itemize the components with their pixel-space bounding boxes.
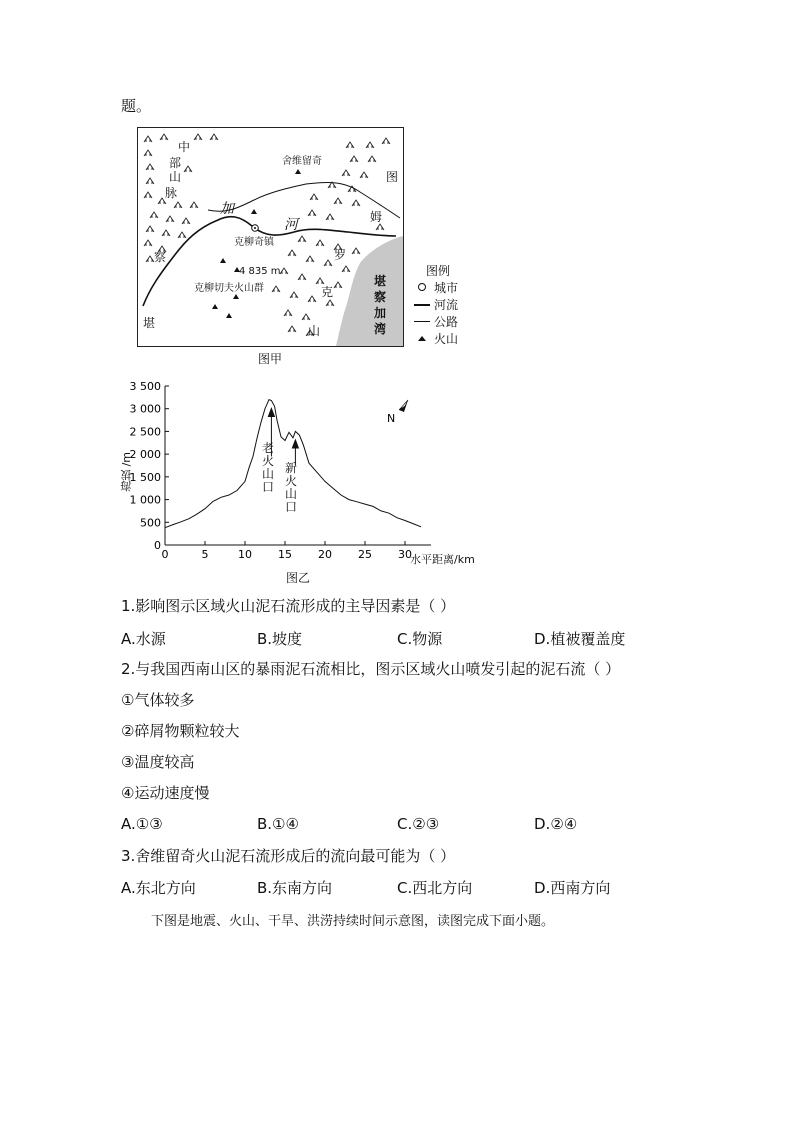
- figure-b-caption: 图乙: [286, 571, 311, 585]
- mountain-symbol: [360, 172, 368, 178]
- y-tick-label: 1 000: [129, 493, 161, 507]
- mountain-symbol: [326, 214, 334, 220]
- mountain-symbol: [368, 156, 376, 162]
- y-tick-label: 500: [140, 516, 161, 530]
- map-label-bu: 部: [169, 156, 182, 170]
- map-legend: [414, 262, 484, 347]
- mountain-symbol: [352, 248, 360, 254]
- map-label-volcano-group: 克柳切夫火山群: [194, 283, 264, 294]
- map-label-luo: 罗: [334, 248, 347, 262]
- map-label-zhong: 中: [178, 140, 191, 154]
- y-tick-label: 3 500: [129, 380, 161, 393]
- mountain-symbol: [334, 282, 342, 288]
- mountain-symbol: [350, 156, 358, 162]
- mountain-symbol: [144, 150, 152, 156]
- figure-b-profile-chart: [110, 378, 490, 563]
- map-label-jia: 加: [220, 201, 234, 217]
- question-3-option-a[interactable]: A.东北方向: [121, 879, 196, 897]
- sea-area: [336, 236, 403, 346]
- map-label-cha: 察: [154, 250, 167, 264]
- mountain-symbol: [288, 250, 296, 256]
- y-tick-label: 3 000: [129, 402, 161, 416]
- y-tick-label: 1 500: [129, 470, 161, 484]
- city-icon: [418, 283, 426, 291]
- x-tick-label: 0: [161, 548, 169, 561]
- mountain-symbol: [210, 134, 218, 140]
- mountain-symbol: [194, 134, 202, 140]
- new-crater-arrowhead: [292, 440, 298, 448]
- map-label-she: 舍维留奇: [282, 156, 322, 167]
- question-1-stem: 1.影响图示区域火山泥石流形成的主导因素是（ ）: [121, 597, 456, 615]
- mountain-symbol: [190, 202, 198, 208]
- north-label: N: [387, 412, 396, 425]
- mountain-symbol: [280, 268, 288, 274]
- lead-in-text: 题。: [121, 97, 152, 115]
- question-2-option-c[interactable]: C.②③: [397, 815, 440, 833]
- x-tick-label: 20: [318, 548, 332, 561]
- map-label-kan: 堪: [143, 316, 156, 330]
- mountain-symbol: [146, 256, 154, 262]
- river-icon: [414, 304, 430, 306]
- map-label-bay-4: 湾: [374, 322, 387, 336]
- question-3-option-b[interactable]: B.东南方向: [257, 879, 333, 897]
- mountain-symbol: [346, 142, 354, 148]
- mountain-symbol: [326, 300, 334, 306]
- question-2-option-d[interactable]: D.②④: [534, 815, 578, 833]
- map-label-tu: 图: [386, 170, 399, 184]
- annotation-new-crater: 新火山口: [285, 461, 298, 514]
- map-label-town: 克柳奇镇: [234, 237, 274, 248]
- mountain-symbol: [178, 232, 186, 238]
- map-label-mu: 姆: [370, 210, 383, 224]
- mountain-symbol: [342, 170, 350, 176]
- chart-ylabel: 海拔 /m: [120, 452, 133, 492]
- legend-volcano-label: 火山: [434, 332, 459, 346]
- mountain-symbol: [324, 260, 332, 266]
- mountain-symbol: [184, 166, 192, 172]
- map-label-ke: 克: [321, 285, 334, 299]
- question-2-statement-3: ③温度较高: [121, 753, 195, 771]
- figure-a-map: [137, 127, 404, 347]
- question-1-option-b[interactable]: B.坡度: [257, 630, 303, 648]
- annotation-old-crater: 老火山口: [262, 441, 275, 494]
- legend-row-city: [414, 279, 484, 296]
- question-2-option-b[interactable]: B.①④: [257, 815, 299, 833]
- mountain-symbol: [308, 210, 316, 216]
- question-3-option-d[interactable]: D.西南方向: [534, 879, 611, 897]
- map-label-shan1: 山: [169, 170, 182, 184]
- mountain-symbol: [284, 310, 292, 316]
- mountain-symbol: [382, 138, 390, 144]
- map-label-mai: 脉: [165, 186, 178, 200]
- mountain-symbol: [334, 198, 342, 204]
- question-2-option-a[interactable]: A.①③: [121, 815, 163, 833]
- map-label-shan2: 山: [308, 324, 321, 338]
- question-2-stem: 2.与我国西南山区的暴雨泥石流相比，图示区域火山喷发引起的泥石流（ ）: [121, 660, 621, 678]
- legend-row-road: [414, 313, 484, 330]
- x-tick-label: 25: [358, 548, 372, 561]
- mountain-symbol: [310, 194, 318, 200]
- question-2-statement-2: ②碎屑物颗粒较大: [121, 722, 240, 740]
- mountain-symbol: [144, 240, 152, 246]
- mountain-symbol: [146, 226, 154, 232]
- figure-a-caption: 图甲: [258, 352, 283, 366]
- question-1-option-a[interactable]: A.水源: [121, 630, 166, 648]
- x-tick-label: 30: [398, 548, 412, 561]
- mountain-symbol: [144, 192, 152, 198]
- question-3-option-c[interactable]: C.西北方向: [397, 879, 473, 897]
- mountain-symbol: [298, 274, 306, 280]
- question-2-statement-1: ①气体较多: [121, 691, 195, 709]
- x-tick-label: 10: [238, 548, 252, 561]
- mountain-symbol: [272, 286, 280, 292]
- map-label-elev: 4 835 m: [239, 266, 281, 277]
- legend-row-river: [414, 296, 484, 313]
- mountain-symbol: [308, 296, 316, 302]
- mountain-symbol: [302, 314, 310, 320]
- x-tick-label: 5: [201, 548, 209, 561]
- mountain-symbol: [352, 200, 360, 206]
- mountain-symbol: [298, 236, 306, 242]
- y-tick-label: 0: [154, 539, 161, 552]
- mountain-symbol: [316, 240, 324, 246]
- mountain-symbol: [182, 218, 190, 224]
- road-icon: [414, 321, 430, 322]
- legend-river-label: 河流: [434, 298, 459, 312]
- mountain-symbol: [162, 230, 170, 236]
- mountain-symbol: [342, 266, 350, 272]
- question-1-option-d[interactable]: D.植被覆盖度: [534, 630, 626, 648]
- x-tick-label: 15: [278, 548, 292, 561]
- mountain-symbol: [166, 216, 174, 222]
- mountain-symbol: [146, 178, 154, 184]
- chart-xlabel: 水平距离/km: [410, 553, 475, 566]
- map-label-he: 河: [284, 217, 298, 233]
- north-arrow: [399, 400, 408, 412]
- question-3-stem: 3.舍维留奇火山泥石流形成后的流向最可能为（ ）: [121, 847, 456, 865]
- mountain-symbol: [144, 136, 152, 142]
- mountain-symbol: [150, 212, 158, 218]
- mountain-symbol: [288, 326, 296, 332]
- chart-axes: [165, 386, 431, 545]
- mountain-symbol: [366, 142, 374, 148]
- legend-city-label: 城市: [434, 281, 459, 295]
- old-crater-arrowhead: [268, 408, 274, 416]
- map-label-bay-2: 察: [374, 290, 387, 304]
- map-label-bay-1: 堪: [374, 274, 387, 288]
- y-tick-label: 2 000: [129, 448, 161, 462]
- mountain-symbol: [306, 256, 314, 262]
- legend-title: 图例: [426, 264, 451, 278]
- legend-row-volcano: [414, 330, 484, 347]
- next-section-intro: 下图是地震、火山、干旱、洪涝持续时间示意图，读图完成下面小题。: [151, 914, 555, 929]
- mountain-symbol: [146, 164, 154, 170]
- mountain-symbol: [160, 134, 168, 140]
- question-2-statement-4: ④运动速度慢: [121, 784, 210, 802]
- mountain-symbol: [290, 292, 298, 298]
- question-1-option-c[interactable]: C.物源: [397, 630, 443, 648]
- map-label-bay-3: 加: [374, 306, 387, 320]
- y-tick-label: 2 500: [129, 425, 161, 439]
- mountain-symbol: [174, 202, 182, 208]
- volcano-icon: [418, 336, 426, 341]
- legend-road-label: 公路: [434, 315, 459, 329]
